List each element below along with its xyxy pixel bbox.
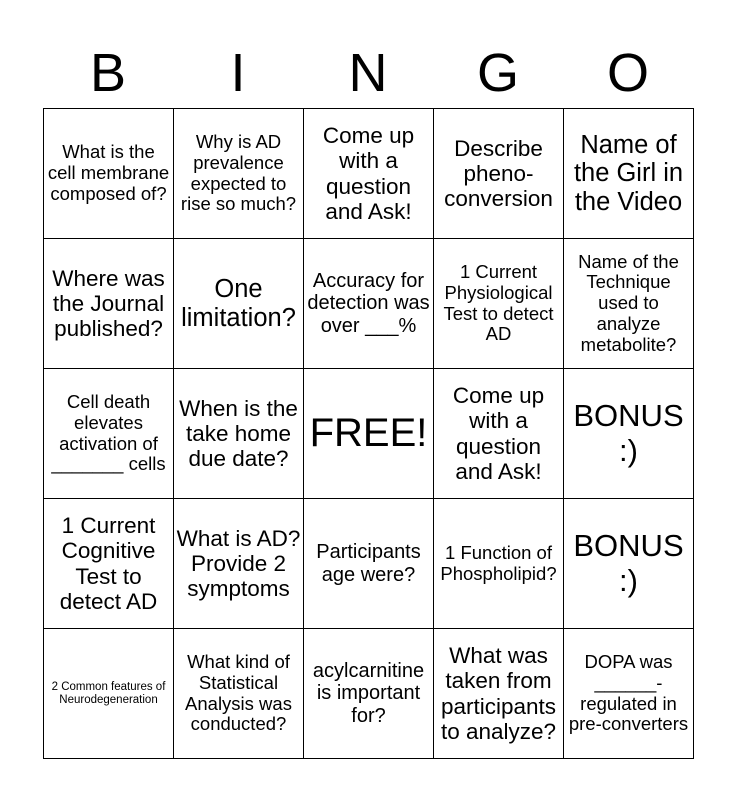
bingo-cell[interactable]: Accuracy for detection was over ___% (304, 239, 434, 369)
bingo-cell[interactable]: Come up with a question and Ask! (434, 369, 564, 499)
bingo-cell[interactable]: 1 Function of Phospholipid? (434, 499, 564, 629)
bingo-cell[interactable]: What kind of Statistical Analysis was conducted? (174, 629, 304, 759)
bingo-cell[interactable]: Name of the Girl in the Video (564, 109, 694, 239)
bingo-cell[interactable]: One limitation? (174, 239, 304, 369)
header-letter-g: G (476, 43, 519, 103)
bingo-cell[interactable]: What was taken from participants to analyze? (434, 629, 564, 759)
bonus-cell[interactable]: BONUS :) (564, 499, 694, 629)
bingo-board (43, 108, 694, 759)
board-row (44, 109, 694, 239)
header-letter-i: I (230, 43, 246, 103)
header-letter-n: N (348, 43, 388, 103)
bingo-cell[interactable]: What is AD? Provide 2 symptoms (174, 499, 304, 629)
bingo-cell[interactable]: DOPA was ______-regulated in pre-converters (564, 629, 694, 759)
bingo-cell[interactable]: What is the cell membrane composed of? (44, 109, 174, 239)
bingo-header (43, 42, 693, 104)
bingo-cell[interactable]: 1 Current Cognitive Test to detect AD (44, 499, 174, 629)
board-row (44, 239, 694, 369)
bingo-cell[interactable]: acylcarnitine is important for? (304, 629, 434, 759)
header-letter-b: B (89, 43, 127, 103)
bingo-cell[interactable]: Come up with a question and Ask! (304, 109, 434, 239)
bingo-cell[interactable]: Describe pheno-conversion (434, 109, 564, 239)
bingo-cell[interactable]: 2 Common features of Neurodegeneration (44, 629, 174, 759)
bingo-cell[interactable]: Participants age were? (304, 499, 434, 629)
bingo-cell[interactable]: Why is AD prevalence expected to rise so much? (174, 109, 304, 239)
bingo-cell[interactable]: Name of the Technique used to analyze metabolite? (564, 239, 694, 369)
free-cell[interactable]: FREE! (304, 369, 434, 499)
bingo-cell[interactable]: Where was the Journal published? (44, 239, 174, 369)
header-letter-o: O (606, 43, 649, 103)
bonus-cell[interactable]: BONUS :) (564, 369, 694, 499)
bingo-cell[interactable]: Cell death elevates activation of _______ cells (44, 369, 174, 499)
board-row (44, 499, 694, 629)
bingo-cell[interactable]: When is the take home due date? (174, 369, 304, 499)
board-row (44, 369, 694, 499)
bingo-cell[interactable]: 1 Current Physiological Test to detect AD (434, 239, 564, 369)
board-row (44, 629, 694, 759)
